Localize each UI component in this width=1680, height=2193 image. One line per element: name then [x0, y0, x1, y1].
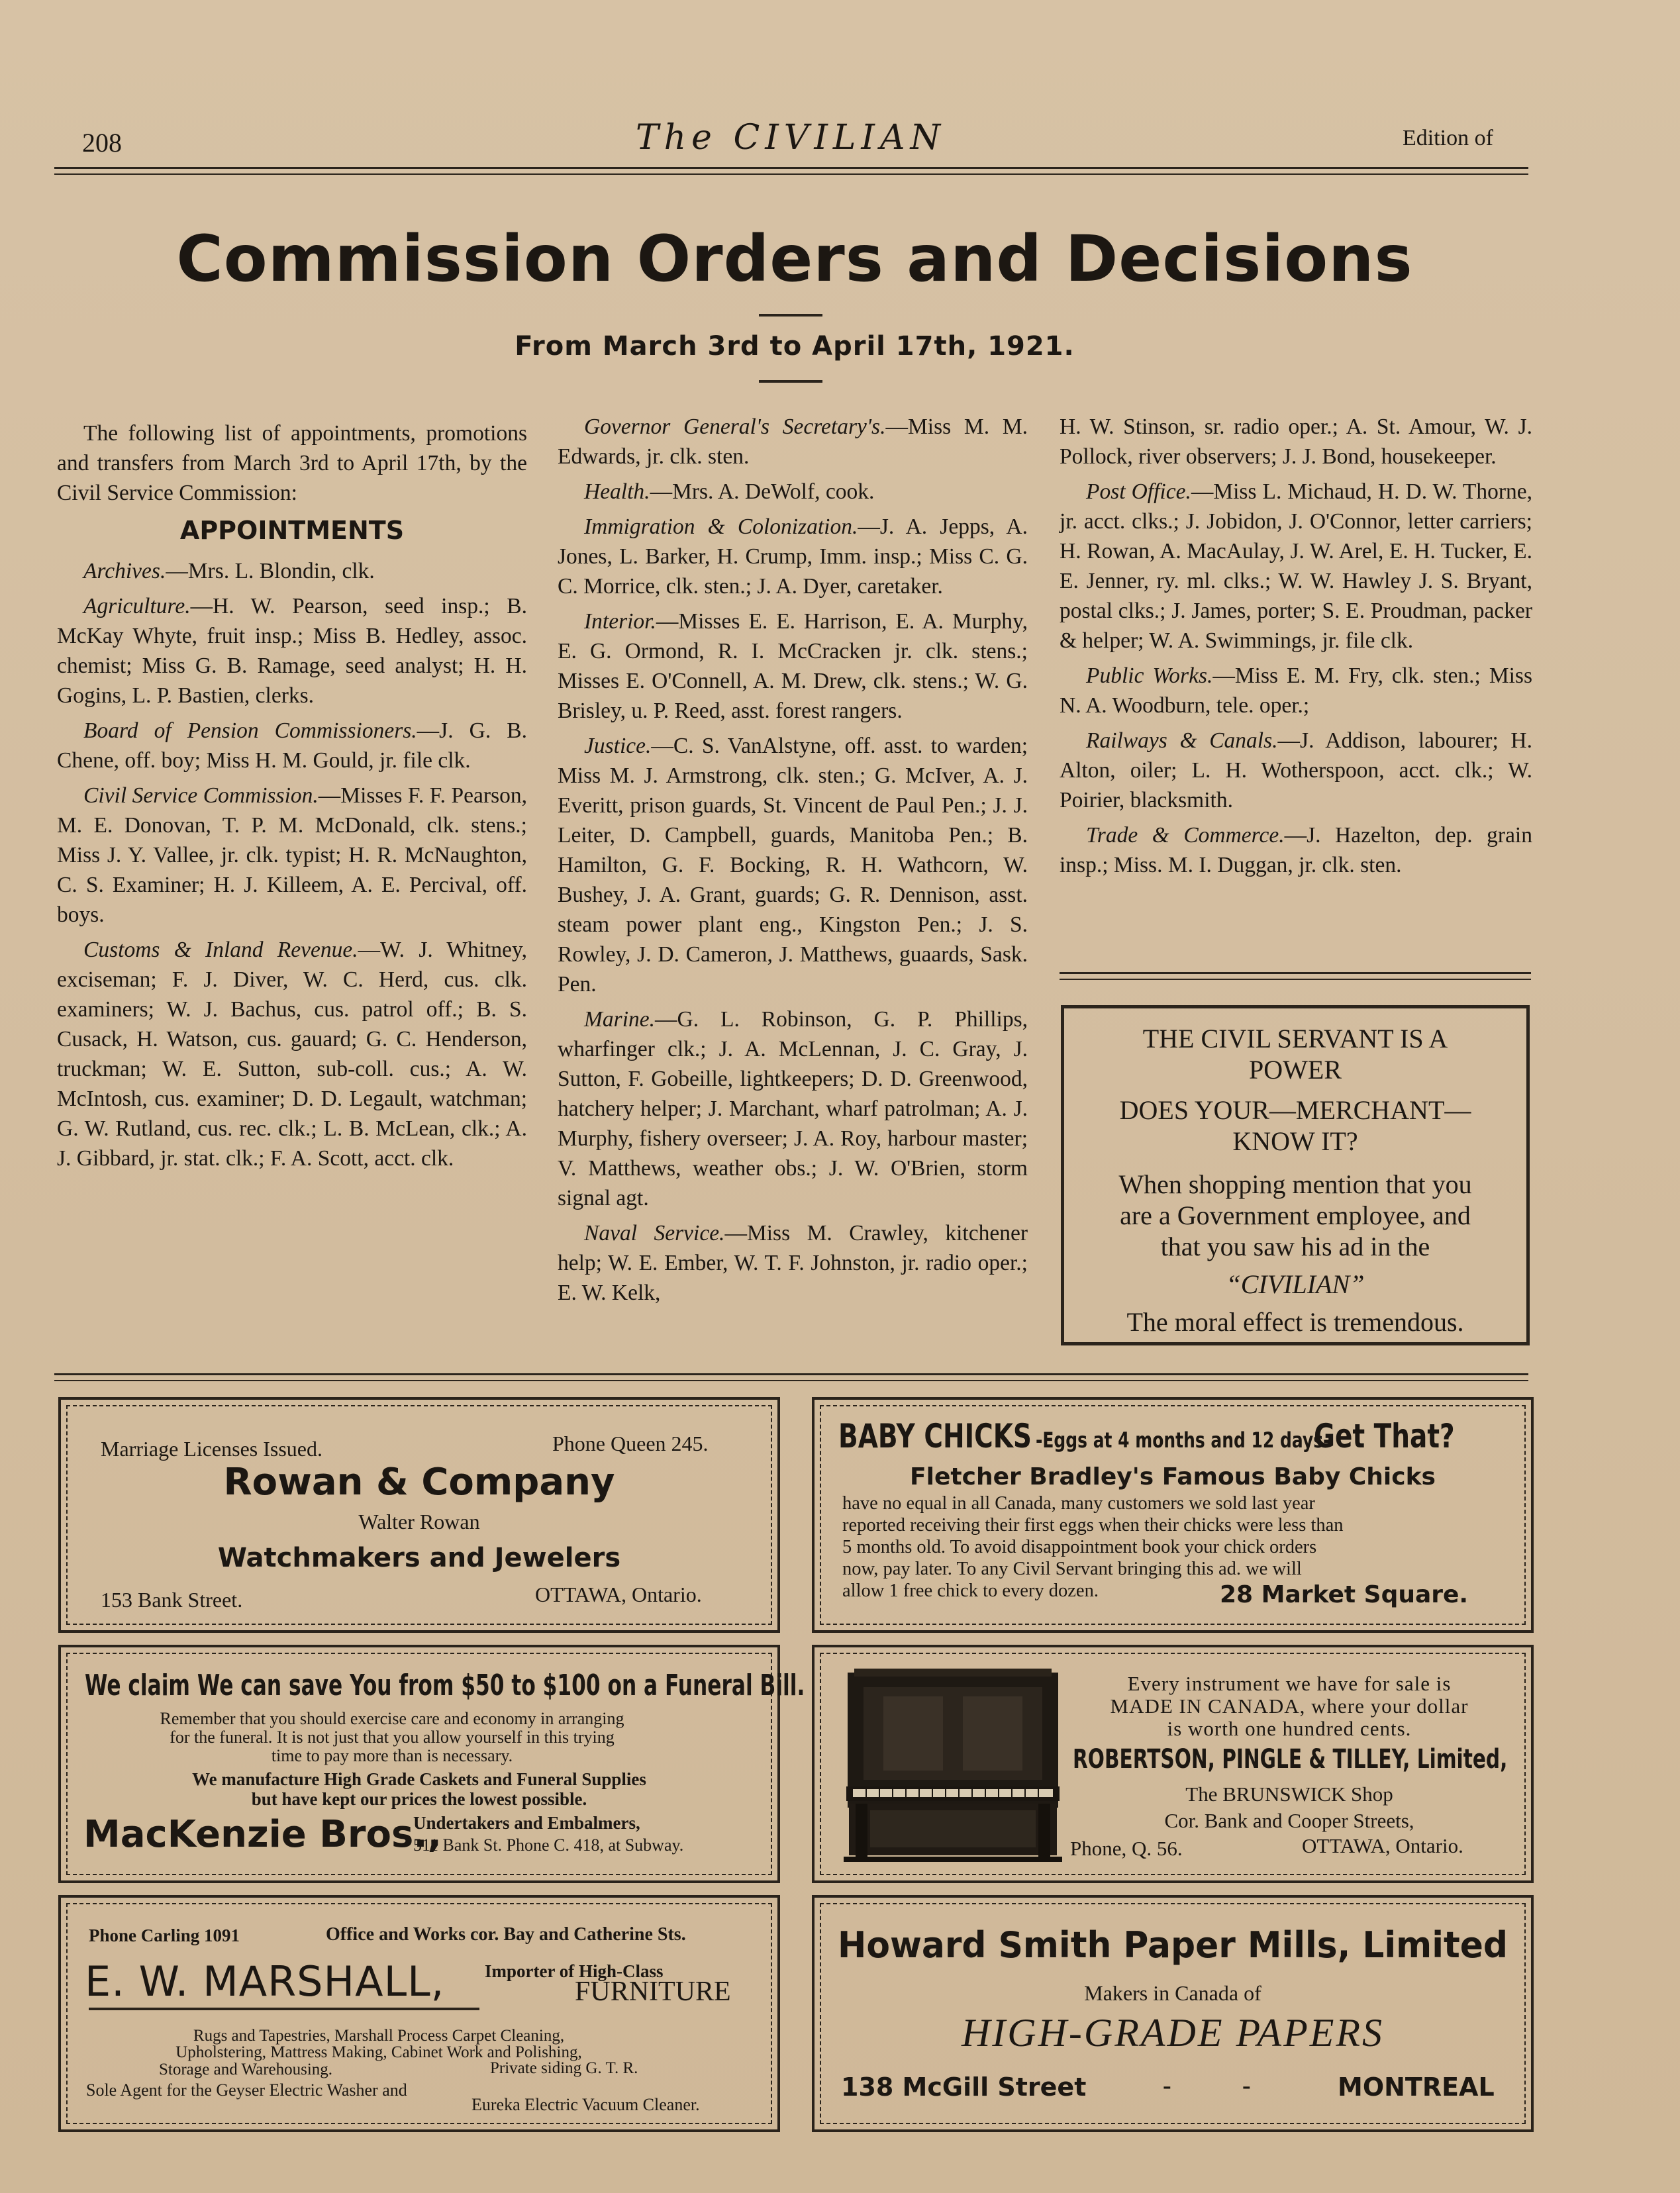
ad-body-line: MADE IN CANADA, where your dollar — [1110, 1694, 1469, 1718]
notice-line: POWER — [1249, 1055, 1342, 1085]
ad-siding: Private siding G. T. R. — [490, 2059, 638, 2077]
dept-name: Interior. — [584, 609, 656, 634]
entry-archives — [57, 556, 527, 586]
entry-immigration — [558, 512, 1028, 601]
ad-headline: We claim We can save You from $50 to $100 on a Funeral Bill. — [85, 1669, 805, 1702]
notice-line: When shopping mention that you — [1118, 1169, 1472, 1199]
ads-rule — [54, 1373, 1528, 1375]
ad-name: ROBERTSON, PINGLE & TILLEY, Limited, — [1073, 1744, 1508, 1775]
ad-city: OTTAWA, Ontario. — [1302, 1834, 1463, 1857]
notice-line: The moral effect is tremendous. — [1126, 1307, 1464, 1337]
entry-civil-service — [57, 781, 527, 930]
notice-line: DOES YOUR—MERCHANT— — [1119, 1095, 1471, 1125]
ad-dash: - — [1242, 2072, 1251, 2100]
dept-name: Agriculture. — [83, 594, 191, 618]
page-number: 208 — [82, 128, 122, 158]
ad-body-line: but have kept our prices the lowest possible. — [251, 1789, 587, 1809]
entry-marine — [558, 1004, 1028, 1213]
dept-name: Public Works. — [1086, 663, 1213, 688]
dept-name: Board of Pension Commissioners. — [83, 718, 417, 743]
entry-governor-general — [558, 412, 1028, 471]
ad-headline — [838, 1417, 1495, 1455]
article-headline: Commission Orders and Decisions — [176, 222, 1413, 296]
ad-body-line: now, pay later. To any Civil Servant bringing this ad. we will — [842, 1559, 1302, 1579]
article-column-3 — [1060, 412, 1532, 885]
entry-text: —J. Hazelton, dep. grain insp.; Miss. M. I. Duggan, jr. clk. sten. — [1060, 823, 1532, 877]
headline-rule — [759, 314, 822, 317]
notice-line: KNOW IT? — [1232, 1126, 1358, 1156]
entry-text: —Misses F. F. Pearson, M. E. Donovan, T. P. M. McDonald, clk. stens.; Miss J. Y. Vallee, jr. clk. typist; H. R. McNaughton, C. S. Examiner; H. J. Killeem, A. E. Percival, off. boys. — [57, 783, 527, 927]
civil-servant-notice — [1061, 1005, 1530, 1345]
entry-agriculture — [57, 591, 527, 710]
header-rule — [54, 167, 1528, 169]
ad-body-line: Rugs and Tapestries, Marshall Process Carpet Cleaning, — [193, 2027, 565, 2045]
ad-rowan-company — [58, 1397, 780, 1633]
dept-name: Health. — [584, 479, 650, 504]
ad-body-line: Every instrument we have for sale is — [1127, 1672, 1452, 1695]
entry-trade-commerce — [1060, 820, 1532, 880]
entry-interior — [558, 607, 1028, 726]
ad-body-line: Upholstering, Mattress Making, Cabinet Work and Polishing, — [175, 2043, 582, 2061]
notice-line: “CIVILIAN” — [1226, 1269, 1365, 1299]
ad-phone: Phone, Q. 56. — [1070, 1837, 1183, 1860]
entry-health — [558, 477, 1028, 507]
entry-naval-continued: H. W. Stinson, sr. radio oper.; A. St. Amour, W. J. Pollock, river observers; J. J. Bond, housekeeper. — [1060, 414, 1532, 469]
ad-product: HIGH-GRADE PAPERS — [961, 2011, 1385, 2055]
entry-railways — [1060, 726, 1532, 815]
ads-rule-2 — [54, 1380, 1528, 1381]
ad-dash: - — [1163, 2072, 1171, 2100]
header-rule-2 — [54, 173, 1528, 175]
ad-city: OTTAWA, Ontario. — [535, 1583, 702, 1606]
ad-body-line: is worth one hundred cents. — [1167, 1717, 1412, 1740]
ad-subhead: Fletcher Bradley's Famous Baby Chicks — [910, 1463, 1436, 1490]
ad-phone: Phone Carling 1091 — [89, 1925, 240, 1945]
ad-body-line: allow 1 free chick to every dozen. — [842, 1581, 1099, 1601]
entry-text: —J. A. Jepps, A. Jones, L. Barker, H. Crump, Imm. insp.; Miss C. G. C. Morrice, clk. sten.; J. A. Dyer, caretaker. — [558, 514, 1028, 599]
entry-pension — [57, 716, 527, 775]
dept-name: Marine. — [584, 1007, 655, 1032]
ad-mackenzie-bros — [58, 1645, 805, 1883]
entry-text: —Mrs. L. Blondin, clk. — [166, 559, 375, 583]
dept-name: Archives. — [83, 559, 166, 583]
notice-line: are a Government employee, and — [1120, 1200, 1471, 1230]
ad-body-line: 5 months old. To avoid disappointment book your chick orders — [842, 1537, 1317, 1557]
running-title: The CIVILIAN — [636, 118, 946, 158]
notice-line: that you saw his ad in the — [1160, 1232, 1430, 1261]
entry-text: —Miss M. Crawley, kitchener help; W. E. Ember, W. T. F. Johnston, jr. radio oper.; E. W. Kelk, — [558, 1221, 1028, 1305]
entry-post-office — [1060, 477, 1532, 656]
dept-name: Post Office. — [1086, 479, 1191, 504]
dept-name: Customs & Inland Revenue. — [83, 938, 358, 962]
ad-howard-smith-paper — [812, 1895, 1534, 2132]
ad-importer: Importer of High-Class — [485, 1961, 664, 1981]
dept-name: Trade & Commerce. — [1086, 823, 1285, 848]
ad-makers: Makers in Canada of — [1084, 1981, 1261, 2005]
entry-naval — [558, 1218, 1028, 1308]
appointments-heading: APPOINTMENTS — [179, 516, 405, 545]
ad-role: Undertakers and Embalmers, — [413, 1813, 640, 1833]
ad-body-line: Remember that you should exercise care and economy in arranging — [160, 1709, 624, 1728]
ad-body-line: reported receiving their first eggs when their chicks were less than — [842, 1515, 1344, 1535]
ad-licenses: Marriage Licenses Issued. — [101, 1437, 322, 1461]
ad-address-block — [1061, 1781, 1518, 1834]
entry-customs — [57, 935, 527, 1173]
ad-headline-b: -Eggs at 4 months and 12 days- — [1036, 1428, 1330, 1453]
dept-name: Railways & Canals. — [1086, 728, 1278, 753]
ad-body-line: for the funeral. It is not just that you allow yourself in this trying — [170, 1728, 615, 1747]
ad-agent-2: Eureka Electric Vacuum Cleaner. — [471, 2095, 700, 2114]
ad-name: E. W. MARSHALL, — [85, 1957, 445, 2006]
entry-text: —C. S. VanAlstyne, off. asst. to warden; Miss M. J. Armstrong, clk. sten.; G. McIver, A. J. Everitt, prison guards, St. Vincent de Paul Pen.; J. J. Leiter, D. Campbell, guards, Manitoba Pen.; B. Hamilton, G. F. Bocking, R. H. Wathcorn, W. Bushey, J. A. Grant, guards; G. R. Dennison, asst. steam power plant eng., Kingston Pen.; J. S. Rowley, J. D. Cameron, J. Matthews, guaards, Sask. Pen. — [558, 734, 1028, 997]
entry-text: —Miss M. M. Edwards, jr. clk. sten. — [558, 414, 1028, 469]
ad-robertson-pingle-tilley — [812, 1645, 1534, 1883]
entry-text: —Miss L. Michaud, H. D. W. Thorne, jr. acct. clks.; J. Jobidon, J. O'Connor, letter carriers; H. Rowan, A. MacAulay, J. W. Arel, E. H. Tucker, E. E. Jenner, ry. ml. clks.; W. W. Hawley J. S. Bryant, postal clks.; J. James, porter; S. E. Proudman, packer & helper; W. A. Swimmings, jr. file clk. — [1060, 479, 1532, 653]
entry-public-works — [1060, 661, 1532, 720]
ad-body-line: have no equal in all Canada, many customers we sold last year — [842, 1493, 1315, 1514]
column-rule-2 — [1060, 979, 1531, 980]
ad-name: MacKenzie Bros., — [83, 1813, 442, 1856]
ad-phone: Phone Queen 245. — [552, 1432, 709, 1455]
entry-text: —H. W. Pearson, seed insp.; B. McKay Whyte, fruit insp.; Miss B. Hedley, assoc. chemist; Miss G. B. Ramage, seed analyst; H. H. Gogins, L. P. Bastien, clerks. — [57, 594, 527, 708]
column-rule — [1060, 972, 1531, 974]
ad-agent-1: Sole Agent for the Geyser Electric Washer and — [86, 2080, 407, 2100]
ad-furniture: FURNITURE — [575, 1976, 731, 2007]
ad-baby-chicks — [812, 1397, 1534, 1633]
ad-body — [1061, 1673, 1518, 1740]
ad-person: Walter Rowan — [358, 1510, 480, 1534]
ad-shop: The BRUNSWICK Shop — [1185, 1782, 1393, 1806]
ad-city: MONTREAL — [1338, 2072, 1495, 2102]
entry-justice — [558, 731, 1028, 999]
ad-body-line: Storage and Warehousing. — [159, 2061, 333, 2078]
ad-e-w-marshall — [58, 1895, 780, 2132]
entry-text: —W. J. Whitney, exciseman; F. J. Diver, W. C. Herd, cus. clk. examiners; W. J. Bachus, cus. patrol off.; B. S. Cusack, H. Watson, cus. gauard; G. C. Henderson, truckman; W. E. Sutton, sub-coll. cus.; A. W. McIntosh, cus. examiner; D. D. Legault, watchman; G. W. Rutland, cus. rec. clk.; L. B. McLean, clk.; A. J. Gibbard, jr. stat. clk.; F. A. Scott, acct. clk. — [57, 938, 527, 1171]
dept-name: Immigration & Colonization. — [584, 514, 858, 539]
ad-body — [61, 2027, 697, 2061]
ad-trade: Watchmakers and Jewelers — [217, 1543, 621, 1573]
ad-body-line: time to pay more than is necessary. — [271, 1746, 513, 1765]
dept-name: Governor General's Secretary's. — [584, 414, 886, 439]
edition-label: Edition of — [1403, 126, 1493, 150]
ad-body-bold — [61, 1769, 777, 1809]
ad-body — [61, 1710, 723, 1765]
entry-text: —J. Addison, labourer; H. Alton, oiler; L. H. Wotherspoon, acct. clk.; W. Poirier, blacksmith. — [1060, 728, 1532, 812]
ad-address: 28 Market Square. — [1220, 1581, 1469, 1608]
ad-address: 511 Bank St. Phone C. 418, at Subway. — [413, 1835, 684, 1855]
entry-text: —Misses E. E. Harrison, E. A. Murphy, E. G. Ormond, R. I. McCracken jr. clk. stens.; Misses E. O'Connell, A. M. Drew, clk. stens.; W. G. Brisley, u. P. Reed, asst. forest rangers. — [558, 609, 1028, 723]
dept-name: Justice. — [584, 734, 652, 758]
ad-body-line: We manufacture High Grade Caskets and Funeral Supplies — [192, 1769, 646, 1789]
ad-underline — [89, 2008, 479, 2010]
dept-name: Naval Service. — [584, 1221, 725, 1245]
piano-illustration — [844, 1667, 1062, 1863]
entry-text: —J. G. B. Chene, off. boy; Miss H. M. Gould, jr. file clk. — [57, 718, 527, 773]
entry-text: —Mrs. A. DeWolf, cook. — [650, 479, 875, 504]
entry-text: —Miss E. M. Fry, clk. sten.; Miss N. A. Woodburn, tele. oper.; — [1060, 663, 1532, 718]
dept-name: Civil Service Commission. — [83, 783, 319, 808]
article-date-range: From March 3rd to April 17th, 1921. — [515, 331, 1075, 362]
ad-corner: Cor. Bank and Cooper Streets, — [1164, 1809, 1414, 1832]
date-rule — [759, 380, 822, 383]
article-intro: The following list of appointments, promotions and transfers from March 3rd to April 17th, by the Civil Service Commission: — [57, 421, 527, 505]
notice-line: THE CIVIL SERVANT IS A — [1142, 1024, 1448, 1053]
ad-office: Office and Works cor. Bay and Catherine Sts. — [326, 1924, 686, 1945]
ad-headline-c: Get That? — [1314, 1417, 1455, 1455]
ad-headline-a: BABY CHICKS — [838, 1417, 1032, 1455]
ad-street: 153 Bank Street. — [101, 1588, 243, 1612]
ad-street: 138 McGill Street — [841, 2072, 1087, 2102]
ad-name: Rowan & Company — [223, 1461, 615, 1504]
article-column-2 — [558, 412, 1028, 1313]
entry-text: —G. L. Robinson, G. P. Phillips, wharfinger clk.; J. A. McLennan, J. C. Gray, J. Sutton, F. Gobeille, lightkeepers; D. D. Greenwood, hatchery helper; J. Marchant, wharf patrolman; A. J. Murphy, fishery overseer; J. A. Roy, harbour master; V. Matthews, weather obs.; J. W. O'Brien, storm signal agt. — [558, 1007, 1028, 1210]
ad-name: Howard Smith Paper Mills, Limited — [837, 1924, 1508, 1966]
article-column-1 — [57, 418, 527, 1179]
